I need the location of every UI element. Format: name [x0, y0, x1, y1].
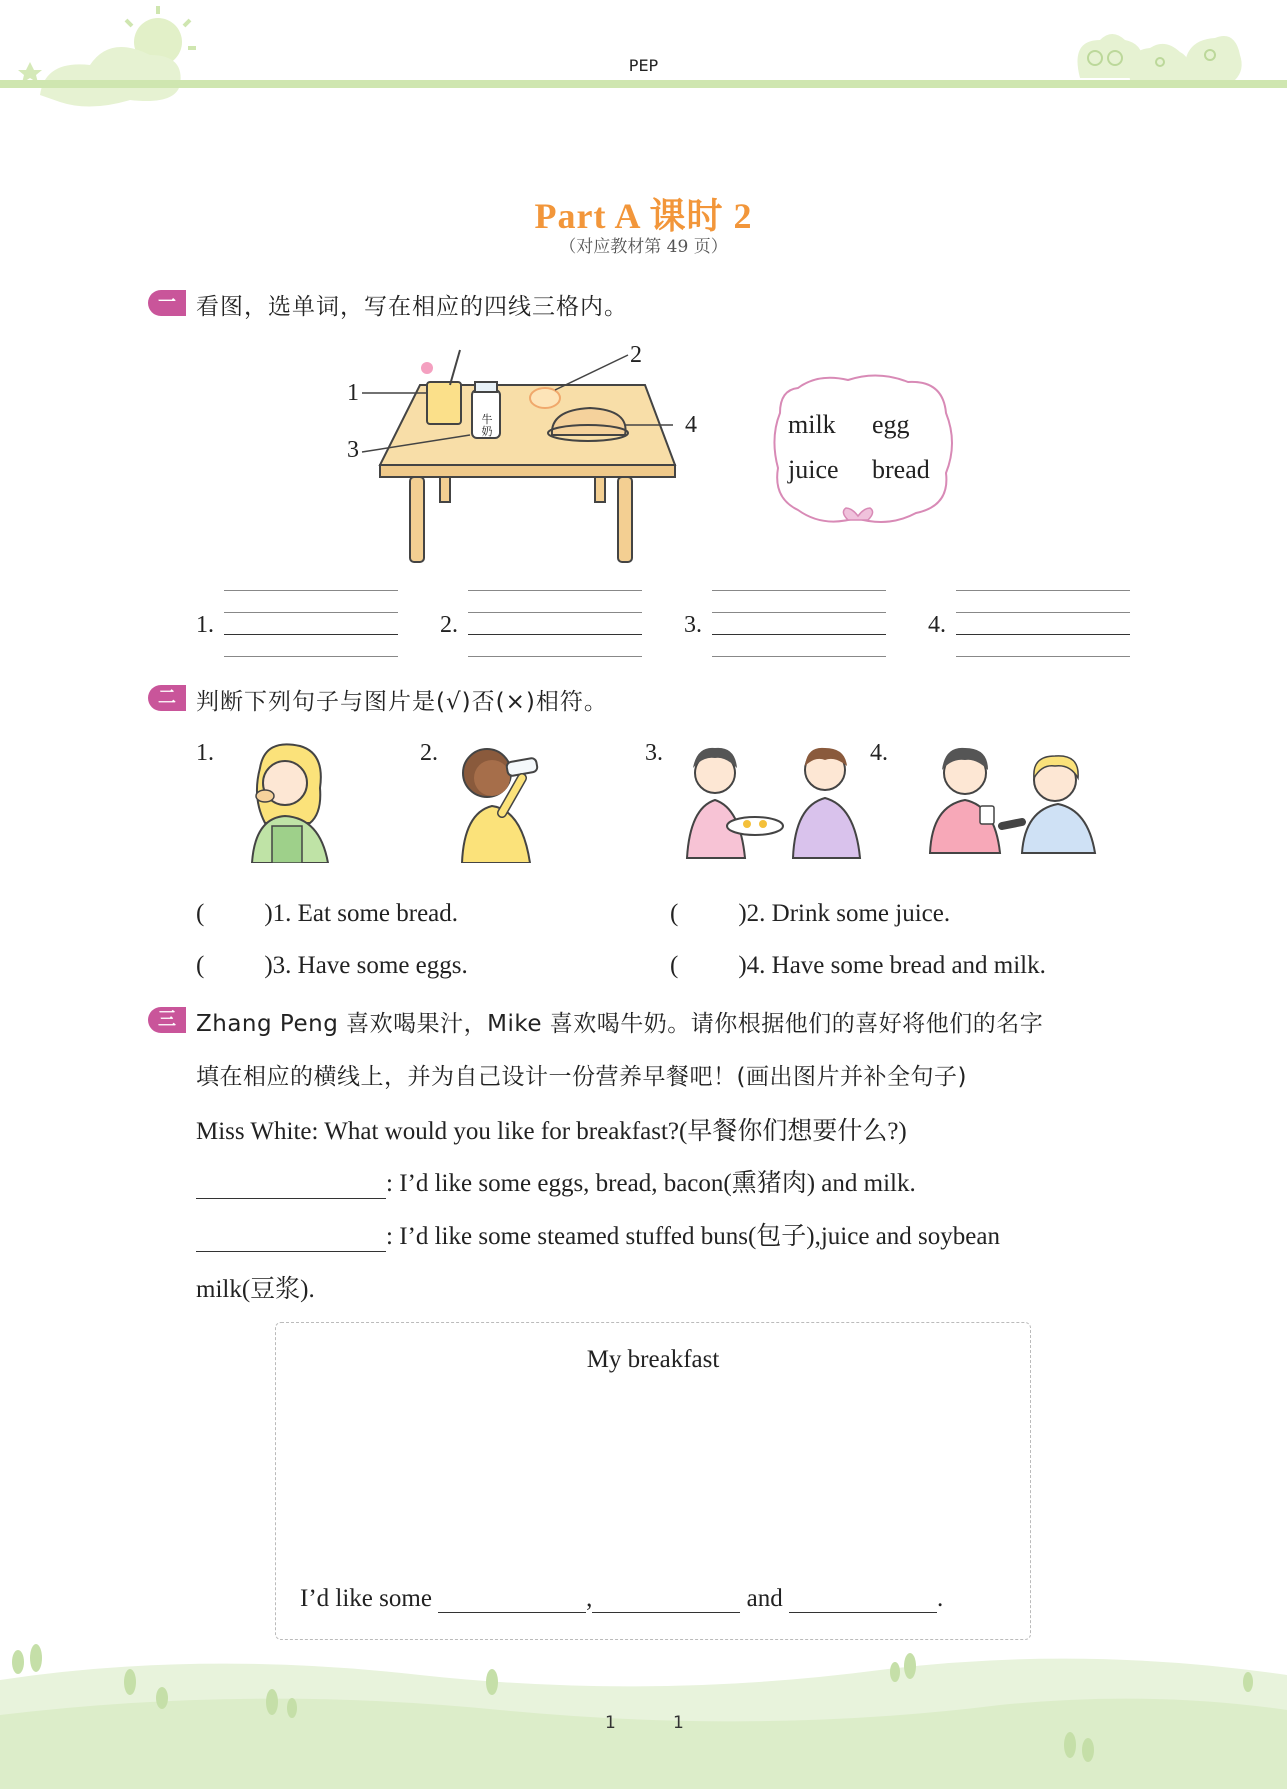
breakfast-end: .: [937, 1585, 944, 1612]
callout-4: 4: [685, 412, 697, 438]
section3-instruction-line1: Zhang Peng 喜欢喝果汁，Mike 喜欢喝牛奶。请你根据他们的喜好将他们的名字: [196, 1011, 1044, 1037]
callout-3: 3: [347, 437, 359, 463]
statement-4-text: 4. Have some bread and milk.: [746, 952, 1046, 979]
picture-sharing-eggs: [675, 738, 870, 863]
breakfast-sentence-start: I’d like some: [300, 1585, 432, 1612]
breakfast-and: and: [746, 1585, 783, 1612]
section2-icon: 二: [148, 685, 186, 711]
writing-grid-1[interactable]: [224, 590, 398, 658]
callout-1: 1: [347, 380, 359, 406]
statement-1-close: ): [264, 900, 273, 927]
section1-icon: 一: [148, 290, 186, 316]
writing-grid-3[interactable]: [712, 590, 886, 658]
section3-answer2-row: [196, 1216, 1000, 1252]
statement-3: [196, 952, 468, 980]
breakfast-comma: ,: [586, 1585, 593, 1612]
statement-3-close: ): [264, 952, 273, 979]
breakfast-blank-1[interactable]: [438, 1588, 586, 1613]
statement-2-text: 2. Drink some juice.: [746, 900, 951, 927]
picture-number-3: 3.: [645, 740, 663, 766]
word-egg: egg: [872, 410, 910, 439]
section2-instruction: 判断下列句子与图片是(√)否(×)相符。: [196, 689, 608, 715]
breakfast-blank-3[interactable]: [789, 1588, 937, 1613]
word-bank-cloud: [768, 368, 958, 538]
section3-answer1-row: [196, 1163, 916, 1199]
page-number-left: 1: [605, 1713, 616, 1733]
word-juice: juice: [788, 455, 839, 484]
footer-hills: [0, 1640, 1287, 1789]
statement-2: [670, 900, 950, 928]
statement-3-text: 3. Have some eggs.: [272, 952, 468, 979]
page-number-right: 1: [673, 1713, 684, 1733]
page-subtitle: （对应教材第 49 页）: [559, 237, 728, 257]
section3-answer2: : I’d like some steamed stuffed buns(包子),juice and soybean: [386, 1223, 1000, 1250]
name-blank-1[interactable]: [196, 1174, 386, 1199]
answer-number-4: 4.: [928, 612, 946, 638]
breakfast-sentence: [300, 1585, 943, 1613]
header-band: [0, 80, 1287, 88]
answer-number-1: 1.: [196, 612, 214, 638]
header-label: PEP: [628, 56, 659, 75]
picture-boy-drinking: [452, 738, 557, 863]
statement-1-open: (: [196, 900, 205, 927]
section1-instruction: 看图，选单词，写在相应的四线三格内。: [196, 294, 628, 320]
statement-2-close: ): [738, 900, 747, 927]
section3-answer1: : I’d like some eggs, bread, bacon(熏猪肉) and milk.: [386, 1170, 916, 1197]
statement-4-close: ): [738, 952, 747, 979]
picture-number-2: 2.: [420, 740, 438, 766]
answer-number-2: 2.: [440, 612, 458, 638]
picture-girl-eating: [230, 738, 340, 863]
table-illustration: [340, 340, 720, 570]
writing-grid-4[interactable]: [956, 590, 1130, 658]
statement-1: [196, 900, 458, 928]
word-milk: milk: [788, 410, 836, 439]
breakfast-box-title: My breakfast: [586, 1346, 720, 1373]
section3-instruction-line2: 填在相应的横线上，并为自己设计一份营养早餐吧！(画出图片并补全句子): [196, 1064, 967, 1090]
page-title: Part A 课时 2: [534, 196, 753, 236]
statement-4-open: (: [670, 952, 679, 979]
picture-number-4: 4.: [870, 740, 888, 766]
bottle-label: 牛奶: [481, 413, 493, 438]
picture-number-1: 1.: [196, 740, 214, 766]
statement-4: [670, 952, 1046, 980]
callout-2: 2: [630, 342, 642, 368]
word-bread: bread: [872, 455, 930, 484]
statement-2-open: (: [670, 900, 679, 927]
section3-answer2-continued: milk(豆浆).: [196, 1276, 315, 1303]
answer-number-3: 3.: [684, 612, 702, 638]
statement-1-text: 1. Eat some bread.: [272, 900, 459, 927]
section3-icon: 三: [148, 1007, 186, 1033]
section3-question: Miss White: What would you like for breakfast?(早餐你们想要什么?): [196, 1118, 907, 1145]
name-blank-2[interactable]: [196, 1227, 386, 1252]
breakfast-blank-2[interactable]: [592, 1588, 740, 1613]
statement-3-open: (: [196, 952, 205, 979]
writing-grid-2[interactable]: [468, 590, 642, 658]
picture-bread-milk: [910, 738, 1110, 863]
